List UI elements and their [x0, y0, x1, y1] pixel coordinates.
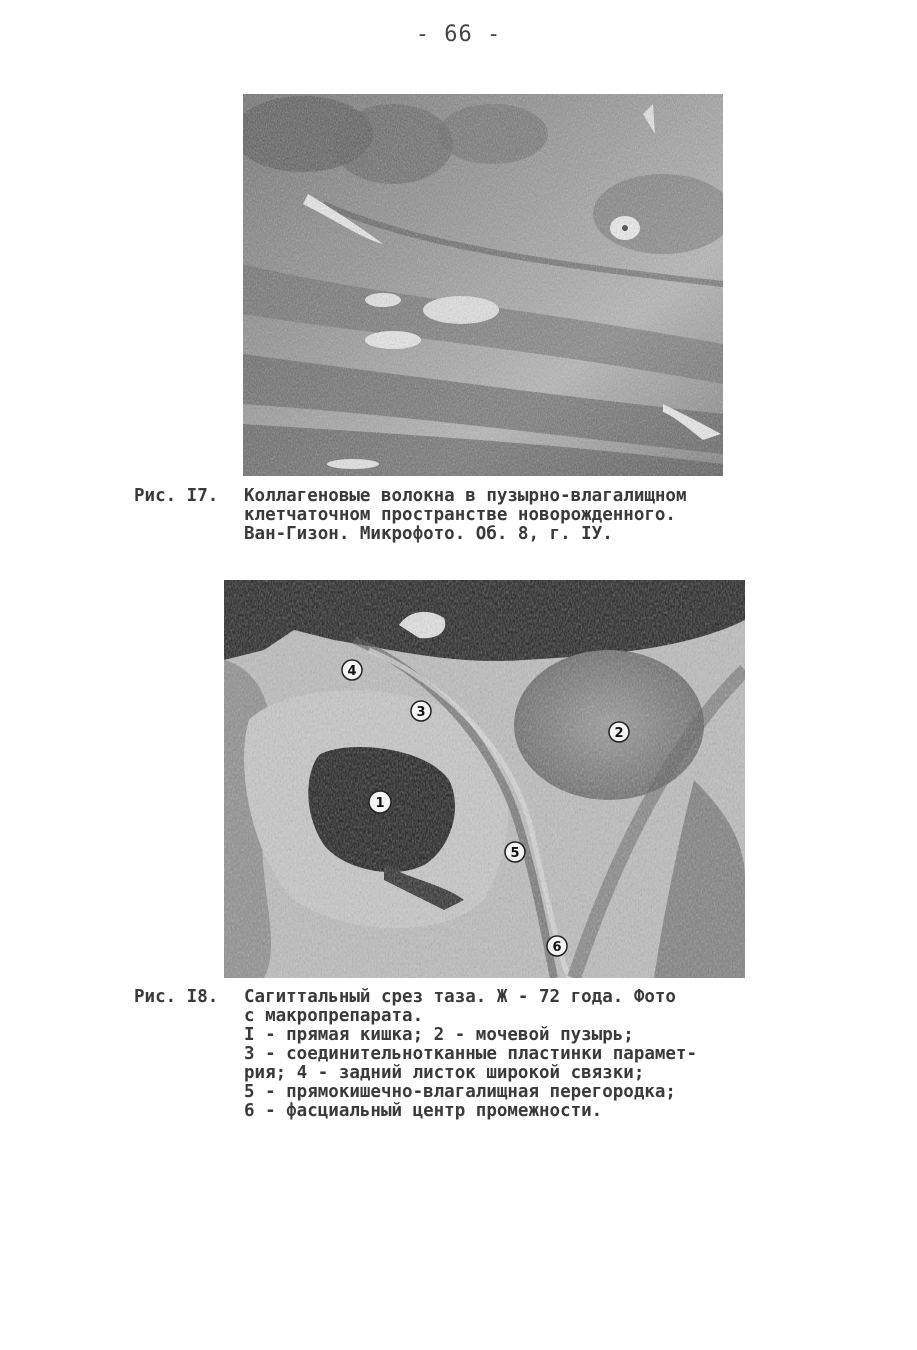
caption-line: клетчаточном пространстве новорожденного. — [244, 505, 676, 525]
marker-3 — [411, 701, 431, 721]
legend-line: 3 - соединительнотканные пластинки парамет- — [244, 1044, 698, 1064]
marker-6 — [547, 936, 567, 956]
caption-line: Сагиттальный срез таза. Ж - 72 года. Фото — [244, 987, 676, 1007]
figure-17-label: Рис. I7. — [134, 486, 219, 506]
marker-2 — [609, 722, 629, 742]
legend-line: рия; 4 - задний листок широкой связки; — [244, 1063, 645, 1083]
legend-line: 5 - прямокишечно-влагалищная перегородка; — [244, 1082, 676, 1102]
caption-line: с макропрепарата. — [244, 1006, 424, 1026]
micrograph-image — [243, 94, 723, 476]
page-number: - 66 - — [415, 22, 502, 47]
marker-label: 1 — [375, 796, 385, 811]
figure-18-label: Рис. I8. — [134, 987, 219, 1007]
marker-label: 6 — [552, 940, 562, 955]
marker-label: 2 — [614, 726, 624, 741]
legend-line: 6 - фасциальный центр промежности. — [244, 1101, 603, 1121]
marker-4 — [342, 660, 362, 680]
marker-label: 4 — [347, 664, 357, 679]
figure-18-caption — [134, 988, 697, 1121]
legend-line: I - прямая кишка; 2 - мочевой пузырь; — [244, 1025, 634, 1045]
marker-label: 3 — [416, 705, 426, 720]
marker-5 — [505, 842, 525, 862]
specimen-image — [224, 580, 745, 978]
marker-1 — [369, 791, 391, 813]
figure-17-caption — [134, 487, 687, 544]
micrograph-figure-17 — [243, 94, 723, 476]
specimen-photo-figure-18 — [224, 580, 745, 978]
caption-line: Ван-Гизон. Микрофото. Об. 8, г. IУ. — [244, 524, 613, 544]
marker-label: 5 — [510, 846, 520, 861]
caption-line: Коллагеновые волокна в пузырно-влагалищном — [244, 486, 687, 506]
